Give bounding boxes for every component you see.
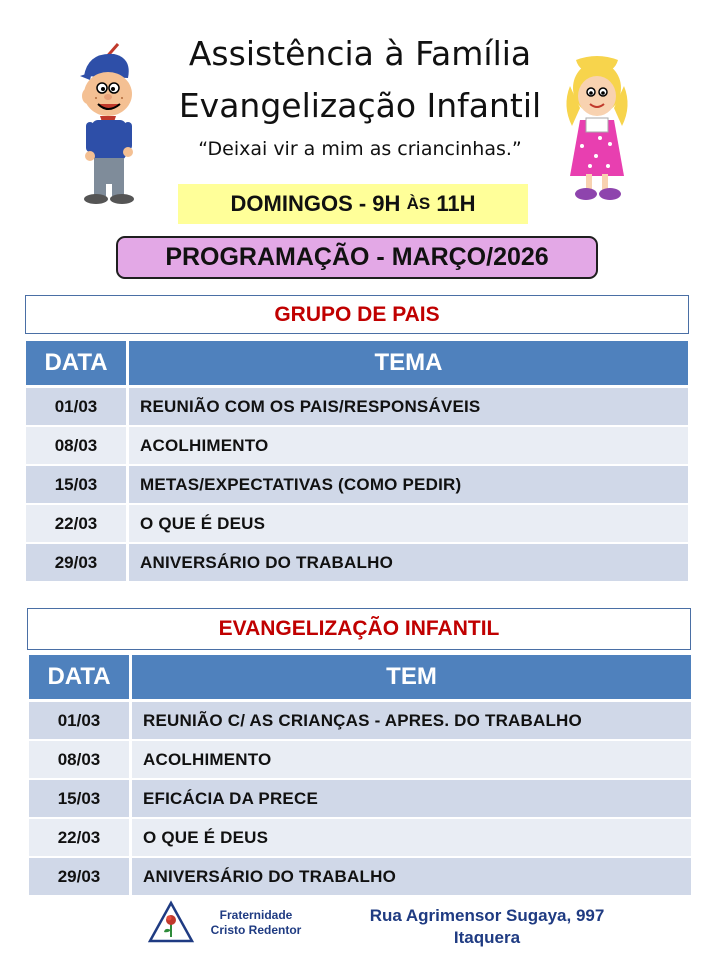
table-row — [29, 819, 691, 858]
column-header-data: DATA — [26, 341, 129, 388]
header-title-line-1: Assistência à Família — [188, 34, 532, 73]
header-title-line-2: Evangelização Infantil — [178, 86, 542, 125]
row-topic: METAS/EXPECTATIVAS (COMO PEDIR) — [129, 466, 688, 505]
row-topic: REUNIÃO C/ AS CRIANÇAS - APRES. DO TRABALHO — [132, 702, 691, 741]
table-row — [26, 466, 688, 505]
address-line-1: Rua Agrimensor Sugaya, 997 — [369, 906, 605, 925]
row-date: 29/03 — [26, 544, 129, 583]
row-topic: O QUE É DEUS — [129, 505, 688, 544]
table-row — [26, 505, 688, 544]
address — [352, 905, 622, 949]
table-row — [26, 544, 688, 583]
logo-text — [196, 908, 316, 938]
section-title-evangelizacao-infantil: EVANGELIZAÇÃO INFANTIL — [27, 608, 691, 650]
table-row — [26, 427, 688, 466]
triangle-rose-logo-icon — [147, 900, 195, 944]
row-date: 08/03 — [29, 741, 132, 780]
grupo-de-pais-table — [26, 341, 688, 583]
row-topic: ANIVERSÁRIO DO TRABALHO — [132, 858, 691, 897]
section-title-grupo-de-pais: GRUPO DE PAIS — [25, 295, 689, 334]
table-row — [29, 780, 691, 819]
table-row — [29, 702, 691, 741]
row-date: 22/03 — [29, 819, 132, 858]
row-date: 29/03 — [29, 858, 132, 897]
logo-line-1: Fraternidade — [219, 908, 293, 922]
row-topic: ACOLHIMENTO — [132, 741, 691, 780]
row-date: 01/03 — [29, 702, 132, 741]
column-header-tem: TEM — [132, 655, 691, 702]
row-date: 01/03 — [26, 388, 129, 427]
table-header-row — [26, 341, 688, 388]
schedule-as: ÀS — [406, 194, 431, 213]
boy-cartoon-icon — [78, 42, 140, 206]
table-row — [29, 858, 691, 897]
logo-line-2: Cristo Redentor — [210, 923, 302, 937]
column-header-tema: TEMA — [129, 341, 688, 388]
evangelizacao-infantil-table — [29, 655, 691, 897]
column-header-data: DATA — [29, 655, 132, 702]
row-topic: EFICÁCIA DA PRECE — [132, 780, 691, 819]
row-topic: ACOLHIMENTO — [129, 427, 688, 466]
schedule-end: 11H — [436, 191, 476, 216]
row-topic: ANIVERSÁRIO DO TRABALHO — [129, 544, 688, 583]
header-quote: “Deixai vir a mim as criancinhas.” — [198, 138, 522, 160]
schedule-banner — [178, 184, 528, 224]
table-row — [26, 388, 688, 427]
address-line-2: Itaquera — [453, 928, 521, 947]
table-header-row — [29, 655, 691, 702]
row-date: 22/03 — [26, 505, 129, 544]
row-date: 08/03 — [26, 427, 129, 466]
programacao-banner: PROGRAMAÇÃO - MARÇO/2026 — [116, 236, 598, 279]
table-row — [29, 741, 691, 780]
row-date: 15/03 — [29, 780, 132, 819]
schedule-days: DOMINGOS - 9H — [230, 191, 401, 216]
row-date: 15/03 — [26, 466, 129, 505]
row-topic: O QUE É DEUS — [132, 819, 691, 858]
row-topic: REUNIÃO COM OS PAIS/RESPONSÁVEIS — [129, 388, 688, 427]
